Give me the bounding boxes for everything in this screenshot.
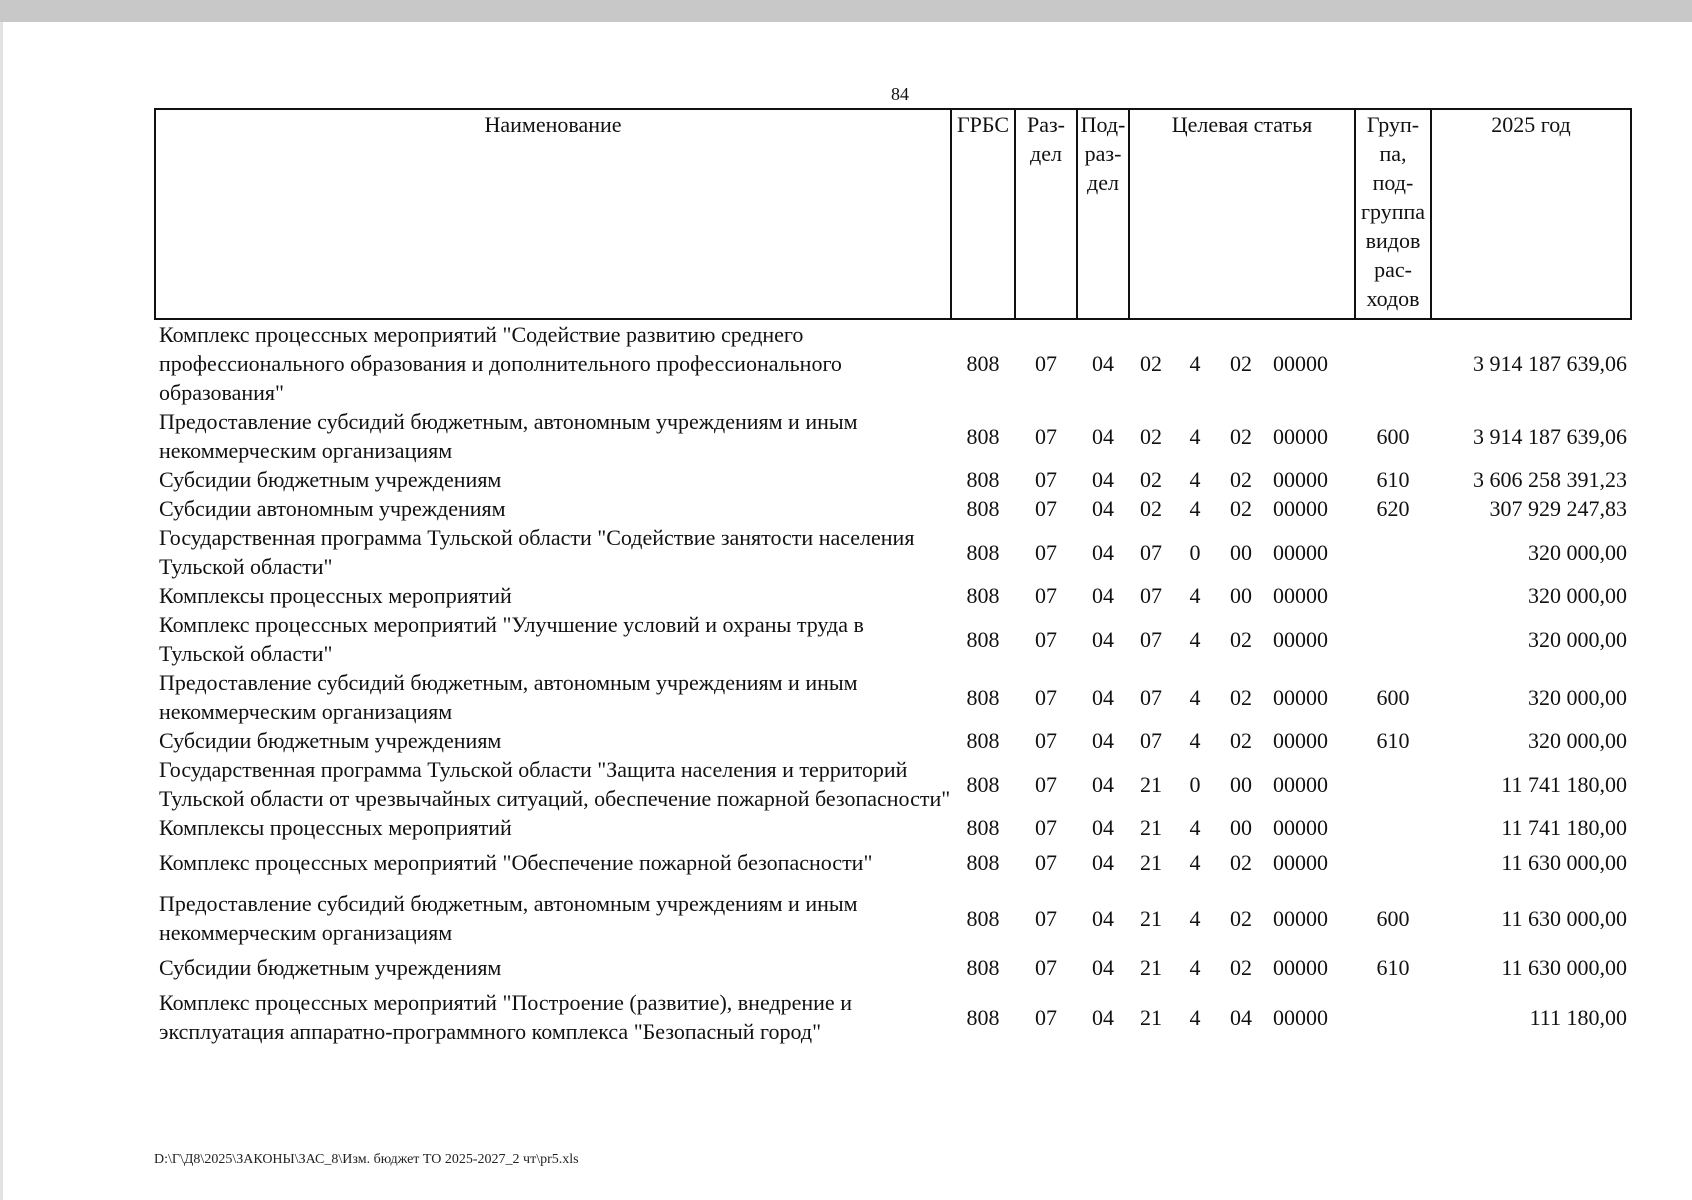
cell-podrazdel: 04 [1092, 850, 1114, 875]
cell-podrazdel: 04 [1092, 1004, 1114, 1030]
budget-table [154, 108, 1632, 1052]
cell-target-type: 0 [1189, 539, 1201, 565]
cell-razdel: 07 [1035, 815, 1057, 840]
cell-razdel: 07 [1035, 955, 1057, 980]
cell-target-type: 4 [1189, 1004, 1201, 1030]
header-grbs: ГРБС [951, 109, 1015, 319]
cell-razdel: 07 [1035, 905, 1057, 931]
cell-amount: 307 929 247,83 [1489, 496, 1627, 521]
cell-grbs: 808 [966, 771, 1000, 797]
cell-target-direction: 00000 [1273, 539, 1328, 565]
cell-expense-group: 600 [1376, 423, 1410, 449]
cell-podrazdel: 04 [1092, 583, 1114, 608]
cell-target-type: 4 [1189, 626, 1201, 652]
table-row [155, 883, 1631, 953]
cell-target-direction: 00000 [1273, 728, 1328, 753]
cell-expense-group: 620 [1376, 496, 1410, 521]
cell-target-type: 0 [1189, 771, 1201, 797]
cell-target-type: 4 [1189, 467, 1201, 492]
cell-grbs: 808 [966, 467, 1000, 492]
cell-podrazdel: 04 [1092, 539, 1114, 565]
cell-podrazdel: 04 [1092, 467, 1114, 492]
cell-expense-group [1355, 319, 1431, 407]
cell-target-program: 21 [1140, 815, 1162, 840]
header-group-line: ходов [1366, 286, 1420, 311]
cell-amount: 320 000,00 [1528, 728, 1627, 753]
cell-name: Комплексы процессных мероприятий [159, 583, 512, 608]
cell-amount: 320 000,00 [1528, 684, 1627, 710]
cell-podrazdel: 04 [1092, 728, 1114, 753]
header-target-article: Целевая статья [1129, 109, 1355, 319]
cell-grbs: 808 [966, 496, 1000, 521]
table-row [155, 523, 1631, 581]
cell-target-program: 07 [1140, 684, 1162, 710]
cell-podrazdel: 04 [1092, 684, 1114, 710]
cell-razdel: 07 [1035, 496, 1057, 521]
header-expense-group [1355, 109, 1431, 319]
cell-target-program: 07 [1140, 728, 1162, 753]
table-row [155, 755, 1631, 813]
cell-razdel: 07 [1035, 771, 1057, 797]
cell-name: Комплекс процессных мероприятий "Обеспечение пожарной безопасности" [159, 850, 873, 875]
cell-name: Государственная программа Тульской области "Защита населения и территорий Тульской области от чрезвычайных ситуаций, обеспечение пожарной безопасности" [159, 757, 951, 811]
cell-razdel: 07 [1035, 351, 1057, 376]
cell-grbs: 808 [966, 815, 1000, 840]
cell-target-direction: 00000 [1273, 626, 1328, 652]
header-group-line: видов [1365, 228, 1421, 253]
cell-razdel: 07 [1035, 684, 1057, 710]
cell-expense-group [1355, 610, 1431, 668]
cell-name: Комплекс процессных мероприятий "Построение (развитие), внедрение и эксплуатация аппаратно-программного комплекса "Безопасный город" [159, 990, 852, 1044]
cell-grbs: 808 [966, 351, 1000, 376]
cell-target-type: 4 [1189, 850, 1201, 875]
cell-target-direction: 00000 [1273, 423, 1328, 449]
cell-expense-group [1355, 755, 1431, 813]
cell-razdel: 07 [1035, 539, 1057, 565]
cell-amount: 3 606 258 391,23 [1473, 467, 1627, 492]
cell-target-program: 07 [1140, 626, 1162, 652]
header-podrazdel [1077, 109, 1129, 319]
cell-target-direction: 00000 [1273, 684, 1328, 710]
header-podrazdel-line: дел [1087, 170, 1119, 195]
table-row [155, 581, 1631, 610]
cell-target-complex: 02 [1230, 850, 1252, 875]
cell-target-complex: 02 [1230, 684, 1252, 710]
cell-amount: 11 741 180,00 [1501, 771, 1627, 797]
cell-razdel: 07 [1035, 1004, 1057, 1030]
cell-name: Субсидии автономным учреждениям [159, 496, 506, 521]
cell-name: Комплекс процессных мероприятий "Содействие развитию среднего профессионального образования и дополнительного профессионального образования" [159, 322, 842, 405]
cell-grbs: 808 [966, 583, 1000, 608]
cell-target-complex: 00 [1230, 815, 1252, 840]
cell-amount: 111 180,00 [1529, 1004, 1627, 1030]
cell-podrazdel: 04 [1092, 905, 1114, 931]
table-row [155, 953, 1631, 982]
cell-target-type: 4 [1189, 351, 1201, 376]
table-row [155, 813, 1631, 842]
cell-expense-group: 610 [1376, 467, 1410, 492]
cell-grbs: 808 [966, 684, 1000, 710]
cell-target-program: 21 [1140, 1004, 1162, 1030]
header-razdel [1015, 109, 1077, 319]
header-year: 2025 год [1431, 109, 1631, 319]
cell-expense-group: 600 [1376, 905, 1410, 931]
cell-target-program: 02 [1140, 496, 1162, 521]
cell-target-type: 4 [1189, 423, 1201, 449]
cell-grbs: 808 [966, 626, 1000, 652]
cell-amount: 320 000,00 [1528, 626, 1627, 652]
cell-name: Субсидии бюджетным учреждениям [159, 467, 502, 492]
cell-target-program: 07 [1140, 583, 1162, 608]
cell-target-type: 4 [1189, 583, 1201, 608]
cell-target-type: 4 [1189, 684, 1201, 710]
cell-amount: 320 000,00 [1528, 583, 1627, 608]
cell-amount: 11 630 000,00 [1501, 955, 1627, 980]
cell-target-type: 4 [1189, 496, 1201, 521]
cell-expense-group [1355, 523, 1431, 581]
header-podrazdel-line: раз- [1084, 141, 1122, 166]
cell-grbs: 808 [966, 955, 1000, 980]
cell-target-program: 02 [1140, 467, 1162, 492]
cell-razdel: 07 [1035, 626, 1057, 652]
cell-name: Предоставление субсидий бюджетным, автономным учреждениям и иным некоммерческим организациям [159, 409, 858, 463]
cell-target-direction: 00000 [1273, 955, 1328, 980]
cell-expense-group [1355, 813, 1431, 842]
cell-podrazdel: 04 [1092, 423, 1114, 449]
cell-target-complex: 02 [1230, 728, 1252, 753]
cell-target-complex: 02 [1230, 351, 1252, 376]
cell-podrazdel: 04 [1092, 496, 1114, 521]
cell-target-complex: 02 [1230, 467, 1252, 492]
cell-target-complex: 02 [1230, 496, 1252, 521]
cell-expense-group [1355, 842, 1431, 883]
cell-grbs: 808 [966, 850, 1000, 875]
header-razdel-line: Раз- [1026, 112, 1066, 137]
table-header-row [155, 109, 1631, 319]
table-row [155, 494, 1631, 523]
page-number: 84 [891, 84, 909, 104]
cell-name: Субсидии бюджетным учреждениям [159, 955, 502, 980]
table-row [155, 842, 1631, 883]
cell-target-direction: 00000 [1273, 351, 1328, 376]
cell-target-program: 02 [1140, 351, 1162, 376]
cell-target-complex: 02 [1230, 626, 1252, 652]
cell-target-program: 21 [1140, 955, 1162, 980]
cell-target-direction: 00000 [1273, 1004, 1328, 1030]
cell-grbs: 808 [966, 728, 1000, 753]
scan-border-left [0, 22, 3, 1200]
cell-grbs: 808 [966, 1004, 1000, 1030]
cell-grbs: 808 [966, 423, 1000, 449]
header-group-line: Груп- [1366, 112, 1420, 137]
cell-razdel: 07 [1035, 467, 1057, 492]
cell-amount: 11 630 000,00 [1501, 905, 1627, 931]
header-group-line: па, [1379, 141, 1407, 166]
cell-target-program: 21 [1140, 905, 1162, 931]
cell-razdel: 07 [1035, 728, 1057, 753]
cell-expense-group: 610 [1376, 955, 1410, 980]
cell-target-program: 21 [1140, 850, 1162, 875]
cell-target-complex: 02 [1230, 955, 1252, 980]
cell-name: Предоставление субсидий бюджетным, автономным учреждениям и иным некоммерческим организациям [159, 891, 858, 945]
cell-podrazdel: 04 [1092, 351, 1114, 376]
cell-target-direction: 00000 [1273, 815, 1328, 840]
cell-name: Предоставление субсидий бюджетным, автономным учреждениям и иным некоммерческим организациям [159, 670, 858, 724]
table-row [155, 319, 1631, 407]
file-path-footer: D:\Г\Д8\2025\ЗАКОНЫ\ЗАС_8\Изм. бюджет ТО 2025-2027_2 чт\pr5.xls [154, 1152, 579, 1167]
cell-target-complex: 00 [1230, 583, 1252, 608]
table-row [155, 726, 1631, 755]
cell-target-program: 02 [1140, 423, 1162, 449]
cell-expense-group [1355, 581, 1431, 610]
cell-amount: 11 630 000,00 [1501, 850, 1627, 875]
cell-razdel: 07 [1035, 850, 1057, 875]
cell-target-type: 4 [1189, 728, 1201, 753]
cell-podrazdel: 04 [1092, 815, 1114, 840]
cell-target-type: 4 [1189, 815, 1201, 840]
cell-name: Комплекс процессных мероприятий "Улучшение условий и охраны труда в Тульской области" [159, 612, 864, 666]
cell-target-type: 4 [1189, 955, 1201, 980]
cell-expense-group [1355, 982, 1431, 1052]
cell-target-direction: 00000 [1273, 850, 1328, 875]
header-razdel-line: дел [1030, 141, 1062, 166]
cell-name: Государственная программа Тульской области "Содействие занятости населения Тульской области" [159, 525, 915, 579]
cell-amount: 320 000,00 [1528, 539, 1627, 565]
cell-expense-group: 610 [1376, 728, 1410, 753]
header-name: Наименование [155, 109, 951, 319]
table-row [155, 465, 1631, 494]
cell-target-direction: 00000 [1273, 771, 1328, 797]
cell-razdel: 07 [1035, 423, 1057, 449]
header-group-line: рас- [1374, 257, 1412, 282]
cell-target-complex: 04 [1230, 1004, 1252, 1030]
cell-target-direction: 00000 [1273, 583, 1328, 608]
header-podrazdel-line: Под- [1080, 112, 1126, 137]
cell-amount: 11 741 180,00 [1501, 815, 1627, 840]
cell-target-direction: 00000 [1273, 496, 1328, 521]
cell-razdel: 07 [1035, 583, 1057, 608]
cell-target-complex: 00 [1230, 539, 1252, 565]
cell-target-program: 07 [1140, 539, 1162, 565]
cell-grbs: 808 [966, 539, 1000, 565]
header-group-line: группа [1360, 199, 1426, 224]
cell-podrazdel: 04 [1092, 955, 1114, 980]
cell-name: Субсидии бюджетным учреждениям [159, 728, 502, 753]
table-row [155, 610, 1631, 668]
cell-amount: 3 914 187 639,06 [1473, 351, 1627, 376]
table-row [155, 407, 1631, 465]
cell-expense-group: 600 [1376, 684, 1410, 710]
cell-target-complex: 02 [1230, 905, 1252, 931]
cell-target-program: 21 [1140, 771, 1162, 797]
table-row [155, 982, 1631, 1052]
cell-target-complex: 00 [1230, 771, 1252, 797]
scan-border-top [0, 0, 1692, 22]
cell-grbs: 808 [966, 905, 1000, 931]
cell-amount: 3 914 187 639,06 [1473, 423, 1627, 449]
cell-target-direction: 00000 [1273, 467, 1328, 492]
cell-podrazdel: 04 [1092, 771, 1114, 797]
header-group-line: под- [1372, 170, 1414, 195]
table-row [155, 668, 1631, 726]
cell-target-type: 4 [1189, 905, 1201, 931]
cell-target-complex: 02 [1230, 423, 1252, 449]
cell-podrazdel: 04 [1092, 626, 1114, 652]
cell-name: Комплексы процессных мероприятий [159, 815, 512, 840]
cell-target-direction: 00000 [1273, 905, 1328, 931]
